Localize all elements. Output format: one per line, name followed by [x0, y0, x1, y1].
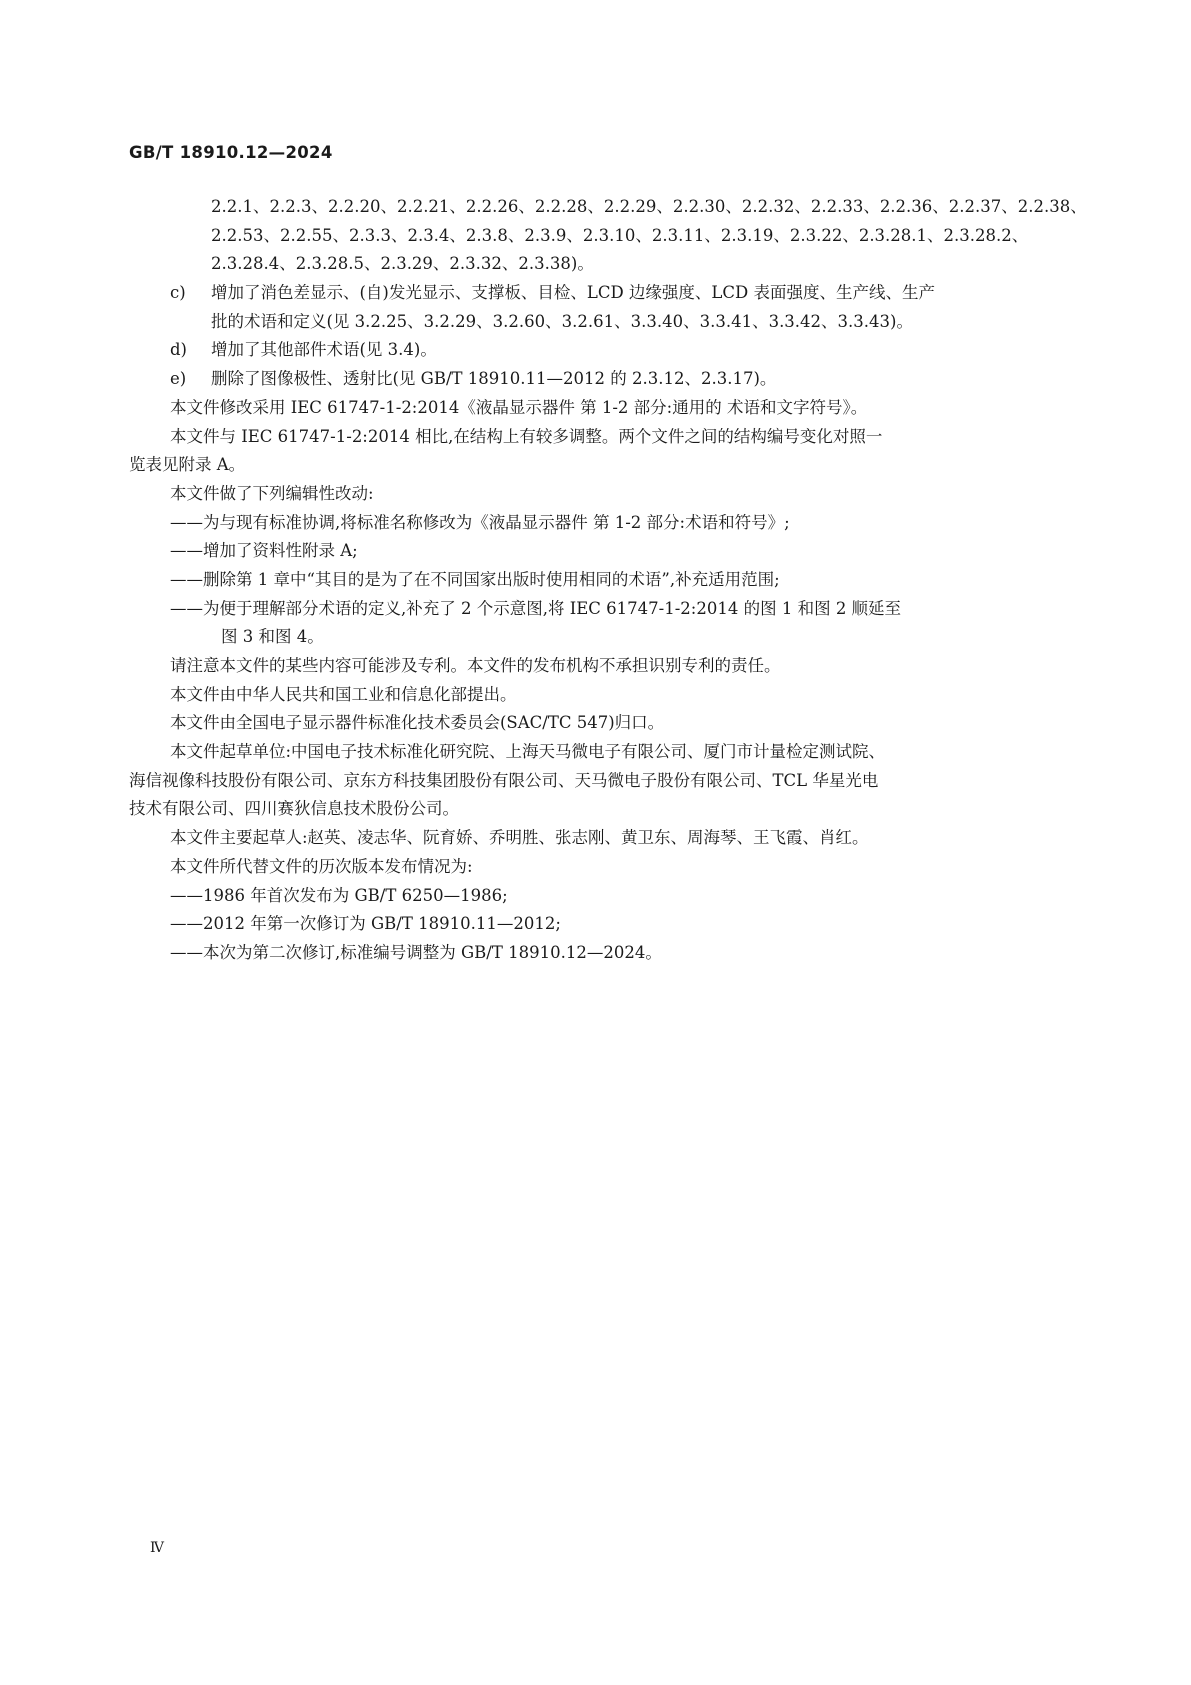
document-id-header: GB/T 18910.12—2024 [129, 143, 333, 162]
list-item-e [170, 365, 1050, 394]
paragraph-structure [129, 423, 1050, 480]
paragraph-line: 图 3 和图 4。 [221, 627, 324, 647]
history-item: ——2012 年第一次修订为 GB/T 18910.11—2012; [170, 914, 561, 934]
editorial-change-item: ——删除第 1 章中“其目的是为了在不同国家出版时使用相同的术语”,补充适用范围; [170, 569, 780, 589]
list-item-text: 增加了其他部件术语(见 3.4)。 [211, 340, 437, 360]
paragraph-line: 览表见附录 A。 [129, 455, 246, 475]
editorial-change-item [170, 595, 1050, 652]
list-item-text: 增加了消色差显示、(自)发光显示、支撑板、目检、LCD 边缘强度、LCD 表面强度、生产线、生产 [211, 283, 935, 303]
paragraph-line: 技术有限公司、四川赛狄信息技术股份公司。 [129, 799, 459, 819]
paragraph-patent: 请注意本文件的某些内容可能涉及专利。本文件的发布机构不承担识别专利的责任。 [170, 656, 781, 675]
paragraph-adoption: 本文件修改采用 IEC 61747-1-2:2014《液晶显示器件 第 1-2 部分:通用的 术语和文字符号》。 [170, 397, 868, 417]
paragraph-line: ——为便于理解部分术语的定义,补充了 2 个示意图,将 IEC 61747-1-2:2014 的图 1 和图 2 顺延至 [170, 598, 902, 618]
paragraph-centralized: 本文件由全国电子显示器件标准化技术委员会(SAC/TC 547)归口。 [170, 713, 665, 733]
paragraph-drafting-units [129, 738, 1050, 824]
paragraph-history-intro: 本文件所代替文件的历次版本发布情况为: [170, 856, 473, 876]
paragraph-proposed: 本文件由中华人民共和国工业和信息化部提出。 [170, 684, 517, 704]
list-item-b-continuation [170, 193, 1087, 279]
paragraph-line: 海信视像科技股份有限公司、京东方科技集团股份有限公司、天马微电子股份有限公司、TCL 华星光电 [129, 770, 879, 790]
history-item: ——1986 年首次发布为 GB/T 6250—1986; [170, 885, 508, 905]
history-item: ——本次为第二次修订,标准编号调整为 GB/T 18910.12—2024。 [170, 942, 662, 962]
editorial-change-item: ——为与现有标准协调,将标准名称修改为《液晶显示器件 第 1-2 部分:术语和符号》; [170, 512, 790, 532]
continuation-line: 2.2.53、2.2.55、2.3.3、2.3.4、2.3.8、2.3.9、2.3.10、2.3.11、2.3.19、2.3.22、2.3.28.1、2.3.28.2、 [211, 225, 1029, 245]
continuation-line: 2.2.1、2.2.3、2.2.20、2.2.21、2.2.26、2.2.28、2.2.29、2.2.30、2.2.32、2.2.33、2.2.36、2.2.37、2.2.38、 [211, 197, 1087, 216]
list-item-text: 批的术语和定义(见 3.2.25、3.2.29、3.2.60、3.2.61、3.3.40、3.3.41、3.3.42、3.3.43)。 [211, 311, 913, 331]
paragraph-line: 本文件与 IEC 61747-1-2:2014 相比,在结构上有较多调整。两个文件之间的结构编号变化对照一 [170, 426, 883, 446]
paragraph-editorial-intro: 本文件做了下列编辑性改动: [170, 483, 374, 503]
editorial-change-item: ——增加了资料性附录 A; [170, 541, 358, 561]
list-marker: e) [170, 369, 187, 389]
list-item-d [170, 336, 1050, 365]
page-number: Ⅳ [150, 1540, 164, 1556]
list-item-c [170, 279, 1050, 336]
paragraph-drafters: 本文件主要起草人:赵英、凌志华、阮育娇、乔明胜、张志刚、黄卫东、周海琴、王飞霞、肖红。 [170, 828, 869, 848]
paragraph-line: 本文件起草单位:中国电子技术标准化研究院、上海天马微电子有限公司、厦门市计量检定测试院、 [170, 742, 886, 762]
continuation-line: 2.3.28.4、2.3.28.5、2.3.29、2.3.32、2.3.38)。 [211, 254, 594, 274]
list-item-text: 删除了图像极性、透射比(见 GB/T 18910.11—2012 的 2.3.12、2.3.17)。 [211, 369, 777, 389]
foreword-body [129, 193, 1087, 968]
list-marker: d) [170, 340, 187, 360]
list-marker: c) [170, 283, 186, 303]
